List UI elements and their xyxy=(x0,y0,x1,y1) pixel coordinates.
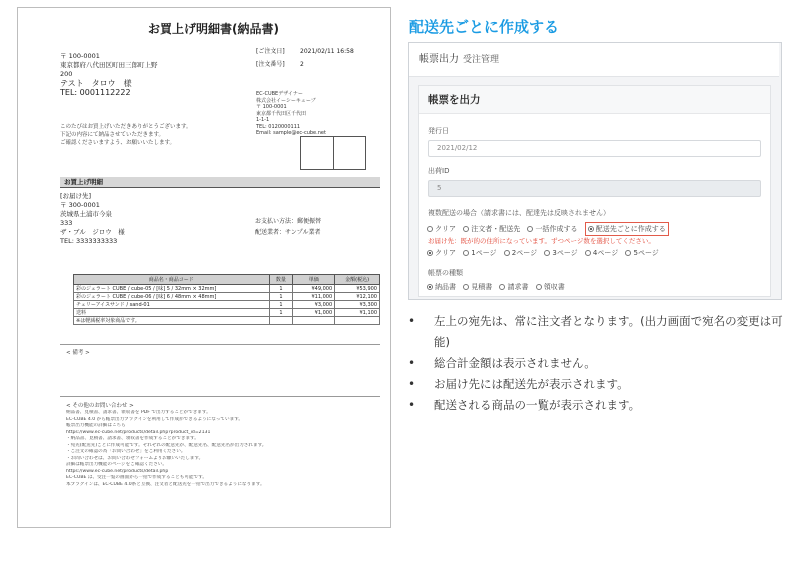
cell: ¥3,300 xyxy=(335,301,380,309)
notes-label: < 備考 > xyxy=(66,350,90,356)
store-line: EC-CUBEデザイナー xyxy=(256,91,303,97)
order-date: 2021/02/11 16:58 xyxy=(300,48,354,55)
radio-circle xyxy=(499,284,505,290)
contact-line: 本プラグインは、EC-CUBE 4.0系と互換、注文者と配送先を一括で出力できるようになります。 xyxy=(66,481,265,487)
issue-date-label: 発行日 xyxy=(428,127,449,135)
cell: ¥49,000 xyxy=(293,285,335,293)
contact-line: 詳細は帳票出力機能のページをご確認ください。 xyxy=(66,462,167,467)
contact-line: ・納品書、見積書、請求書、領収書を作成することができます。 xyxy=(66,436,199,441)
radio-circle xyxy=(463,250,469,256)
contact-line: https://www.ec-cube.net/products/detail.php?product_id=2131 xyxy=(66,429,211,435)
panel-title: 帳票出力 xyxy=(419,54,459,65)
detail-header: お買上げ明細 xyxy=(60,177,380,188)
col-header: 単価 xyxy=(293,275,335,285)
radio-orderer-shipping[interactable] xyxy=(463,224,520,234)
radio-label: 3ページ xyxy=(552,249,578,257)
contact-line: 納品書、見積書、請求書、領収書を PDF で出力することができます。 xyxy=(66,410,211,415)
contact-line: https://www.ec-cube.net/products/detail.php xyxy=(66,468,169,474)
cell xyxy=(293,317,335,325)
table-row xyxy=(74,301,380,309)
recipient-header: [お届け先] xyxy=(60,192,92,200)
recipient-number: 333 xyxy=(60,219,73,227)
radio-circle xyxy=(427,284,433,290)
store-line: TEL: 0120000111 xyxy=(256,123,301,130)
recipient-name: ザ・ブル ジロウ 様 xyxy=(60,228,125,236)
shipping-id-input[interactable]: 5 xyxy=(428,180,761,197)
stamp-cell xyxy=(301,137,334,169)
radio-circle xyxy=(427,250,433,256)
items-table xyxy=(73,274,380,325)
recipient-address xyxy=(60,192,125,246)
cell: 1 xyxy=(269,309,293,317)
recipient-tel: TEL: 3333333333 xyxy=(60,237,118,245)
radio-label: 注文者・配送先 xyxy=(471,225,521,233)
radio-page-5[interactable] xyxy=(625,248,658,258)
buyer-address xyxy=(60,52,158,97)
radio-label: 1ページ xyxy=(471,249,497,257)
radio-circle xyxy=(427,226,433,232)
carrier-label: 配送業者： xyxy=(255,229,286,236)
feature-notes xyxy=(408,311,793,416)
radio-circle xyxy=(585,250,591,256)
recipient-street: 茨城県土浦市今泉 xyxy=(60,210,112,218)
contact-text xyxy=(66,410,381,488)
notice-line: このたびはお買上げいただきありがとうございます。 xyxy=(60,124,192,130)
warning-note: お届け先：既が的の住所になっています。ずつページ数を選択してください。 xyxy=(428,237,655,245)
multi-shipping-options xyxy=(427,222,674,236)
contact-title: < その他のお問い合わせ > xyxy=(66,403,134,409)
store-line: 株式会社イーシーキューブ xyxy=(256,97,316,104)
cell: 1 xyxy=(269,285,293,293)
cell xyxy=(335,317,380,325)
radio-label: 請求書 xyxy=(507,283,529,291)
radio-label: 見積書 xyxy=(471,283,493,291)
radio-page-clear[interactable] xyxy=(427,248,456,258)
order-date-label: [ご注文日] xyxy=(256,48,285,55)
store-line: 東京都千代田区千代田 xyxy=(256,110,307,117)
delivery-info xyxy=(255,216,321,238)
radio-page-1[interactable] xyxy=(463,248,496,258)
note-item: • 配送される商品の一覧が表示されます。 xyxy=(408,395,793,416)
card-title: 帳票を出力 xyxy=(419,86,770,114)
buyer-street: 東京都府八代田区町田三郎町上野 xyxy=(60,61,158,69)
invoice-document xyxy=(17,7,391,528)
table-row xyxy=(74,293,380,301)
contact-line: ・ご注文の確認の為「お問い合わせ」をご利用ください。 xyxy=(66,449,186,454)
radio-per-shipping[interactable] xyxy=(585,222,669,236)
admin-panel xyxy=(408,42,782,300)
radio-quote[interactable] xyxy=(463,282,492,292)
document-title: お買上げ明細書(納品書) xyxy=(148,22,279,36)
table-header-row xyxy=(74,275,380,285)
cell: ¥11,000 xyxy=(293,293,335,301)
cell: ¥12,100 xyxy=(335,293,380,301)
recipient-postal: 〒 300-0001 xyxy=(60,201,100,209)
store-line: 1-1-1 xyxy=(256,117,270,123)
buyer-name: テスト タロウ 様 xyxy=(60,79,132,88)
page-options xyxy=(427,248,664,258)
cell: 送料 xyxy=(74,309,270,317)
cell: チェリーアイスサンド / sand-01 xyxy=(74,301,270,309)
radio-label: クリア xyxy=(435,249,456,257)
radio-receipt[interactable] xyxy=(536,282,565,292)
radio-delivery-note[interactable] xyxy=(427,282,456,292)
col-header: 数量 xyxy=(269,275,293,285)
radio-circle xyxy=(527,226,533,232)
radio-circle xyxy=(544,250,550,256)
cell: ¥3,000 xyxy=(293,301,335,309)
order-meta xyxy=(256,45,354,71)
cell: 1 xyxy=(269,301,293,309)
contact-line: ・宛先(配送先)ごとに作成可能です。それぞれの配送先が、配送先名、配送先名が出力されます。 xyxy=(66,442,267,448)
radio-label: 5ページ xyxy=(633,249,659,257)
table-row xyxy=(74,309,380,317)
radio-label: 領収書 xyxy=(543,283,565,291)
radio-label: 4ページ xyxy=(592,249,619,257)
radio-invoice[interactable] xyxy=(499,282,528,292)
radio-label: 一括作成する xyxy=(535,225,578,233)
order-number-label: [注文番号] xyxy=(256,61,285,68)
radio-label: クリア xyxy=(435,225,456,233)
form-card xyxy=(418,85,771,297)
radio-circle xyxy=(536,284,542,290)
divider xyxy=(60,396,380,397)
panel-topbar xyxy=(409,43,779,77)
col-header: 金額(税込) xyxy=(335,275,380,285)
stamp-box xyxy=(300,136,366,170)
issue-date-input[interactable]: 2021/02/12 xyxy=(428,140,761,157)
radio-circle xyxy=(504,250,510,256)
contact-line: 帳票出力機能の詳細はこちら xyxy=(66,423,126,428)
table-row xyxy=(74,285,380,293)
note-item: • 左上の宛先は、常に注文者となります。(出力画面で宛名の変更は可能) xyxy=(408,311,793,353)
cell: 彩のジェラート CUBE / cube-06 / [味] 6 / 48mm × 48mm] xyxy=(74,293,270,301)
buyer-tel: TEL: 0001112222 xyxy=(60,88,131,97)
cell: ¥1,000 xyxy=(293,309,335,317)
multi-shipping-label: 複数配送の場合（請求書には、配達先は反映されません） xyxy=(428,209,610,217)
radio-label: 配送先ごとに作成する xyxy=(595,225,666,233)
order-number: 2 xyxy=(300,61,304,68)
cell: ¥53,900 xyxy=(335,285,380,293)
divider xyxy=(60,344,380,345)
payment-label: お支払い方法： xyxy=(255,218,298,225)
table-row xyxy=(74,317,380,325)
cell: ¥1,100 xyxy=(335,309,380,317)
contact-line: ・お問い合わせは、お問い合わせフォームよりお願いいたします。 xyxy=(66,455,204,461)
note-item: • 総合計金額は表示されません。 xyxy=(408,353,793,374)
contact-line: EC-CUBE は、受注一覧の画面から一括で作成することも可能です。 xyxy=(66,475,207,480)
notice-line: ご確認くださいますよう、お願いいたします。 xyxy=(60,140,176,146)
divider xyxy=(60,187,380,188)
radio-bulk[interactable] xyxy=(527,224,577,234)
radio-label: 2ページ xyxy=(511,249,538,257)
cell xyxy=(269,317,293,325)
cell: 彩のジェラート CUBE / cube-05 / [味] 5 / 32mm × 32mm] xyxy=(74,285,270,293)
radio-clear[interactable] xyxy=(427,224,456,234)
col-header: 商品名・商品コード xyxy=(74,275,270,285)
panel-subtitle: 受注管理 xyxy=(463,55,500,65)
radio-page-2[interactable] xyxy=(504,248,537,258)
radio-circle xyxy=(625,250,631,256)
doc-type-label: 帳票の種類 xyxy=(428,269,463,277)
radio-circle xyxy=(463,226,469,232)
radio-page-3[interactable] xyxy=(544,248,577,258)
contact-line: EC-CUBE 4.0 から帳票出力プラグインを利用して作成ができるようになっています。 xyxy=(66,416,244,422)
store-info xyxy=(256,91,326,137)
radio-circle xyxy=(588,226,594,232)
radio-page-4[interactable] xyxy=(585,248,618,258)
shipping-id-label: 出荷ID xyxy=(428,167,450,175)
cell: 1 xyxy=(269,293,293,301)
store-line: 〒 100-0001 xyxy=(256,104,287,110)
store-line: Email: sample@ec-cube.net xyxy=(256,130,326,136)
notice-line: 下記の内容にて納品させていただきます。 xyxy=(60,132,165,138)
doc-type-options xyxy=(427,282,570,292)
thanks-notice xyxy=(60,123,192,147)
carrier-name: サンプル業者 xyxy=(285,229,321,236)
buyer-number: 200 xyxy=(60,70,73,78)
payment-method: 郵便振替 xyxy=(297,218,322,225)
section-heading: 配送先ごとに作成する xyxy=(409,18,560,36)
radio-label: 納品書 xyxy=(435,283,456,291)
cell: ※は軽減税率対象商品です。 xyxy=(74,317,270,325)
radio-circle xyxy=(463,284,469,290)
buyer-postal: 〒 100-0001 xyxy=(60,52,100,60)
note-item: • お届け先には配送先が表示されます。 xyxy=(408,374,793,395)
